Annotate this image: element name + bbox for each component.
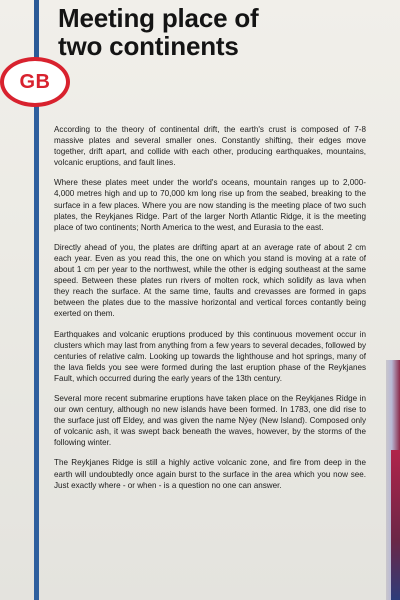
paragraph-earthquakes: Earthquakes and volcanic eruptions produced by this continuous movement occur in clusters which may last from anything from a few years to several decades, followed by centuries of relative calm. Looking up towards the lighthouse and hot springs, many of the lava fields you see were formed during the last eruption phase of the Reykjanes Fault, which occurred during the early years of the 13th century. <box>54 329 366 383</box>
title-line-1: Meeting place of <box>58 3 259 33</box>
title-line-2: two continents <box>58 31 239 61</box>
paragraph-active-zone: The Reykjanes Ridge is still a highly active volcanic zone, and fire from deep in the earth will undoubtedly once again burst to the surface in the area which you now see. Just exactly where - or when - is a question no one can answer. <box>54 458 366 490</box>
sign-body-text <box>54 124 366 500</box>
paragraph-plate-meeting: Where these plates meet under the world's oceans, mountain ranges up to 2,000-4,000 metres high and up to 70,000 km long rise up from the seabed, breaking to the surface in a few places. Where you are now standing is the meeting place of two such plates, the Reykjanes Ridge. Part of the larger North Atlantic Ridge, it is the meeting place of two continents; North America to the west, and Eurasia to the east. <box>54 178 366 232</box>
sign-title <box>58 4 259 60</box>
language-badge <box>0 57 70 107</box>
paragraph-drift-rate: Directly ahead of you, the plates are drifting apart at an average rate of about 2 cm each year. Even as you read this, the one on which you stand is moving at a rate of about 1 cm per year to the northwest, while the other is edging southeast at the same speed. Between these plates run rivers of molten rock, which solidify as lava when they reach the surface. At the same time, faults and crevasses are formed in gaps between the plates due to the massive horizontal and vertical forces contantly being exerted on them. <box>54 242 366 319</box>
paragraph-submarine-eruptions: Several more recent submarine eruptions have taken place on the Reykjanes Ridge in our own century, although no new islands have been formed. In 1783, one did rise to the surface just off Eldey, and was given the name Nýey (New Island). Composed only of volcanic ash, it was swept back beneath the waves, however, by the storms of the following winter. <box>54 393 366 448</box>
paragraph-continental-drift: According to the theory of continental drift, the earth's crust is composed of 7-8 massive plates and several smaller ones. Constantly shifting, their edges move together, drift apart, and collide with each other, producing earthquakes, mountains, volcanic eruptions, and fault lines. <box>54 125 366 168</box>
side-artwork-strip-lower <box>391 450 400 600</box>
language-badge-label: GB <box>19 70 51 93</box>
blue-accent-bar-top <box>34 0 39 64</box>
